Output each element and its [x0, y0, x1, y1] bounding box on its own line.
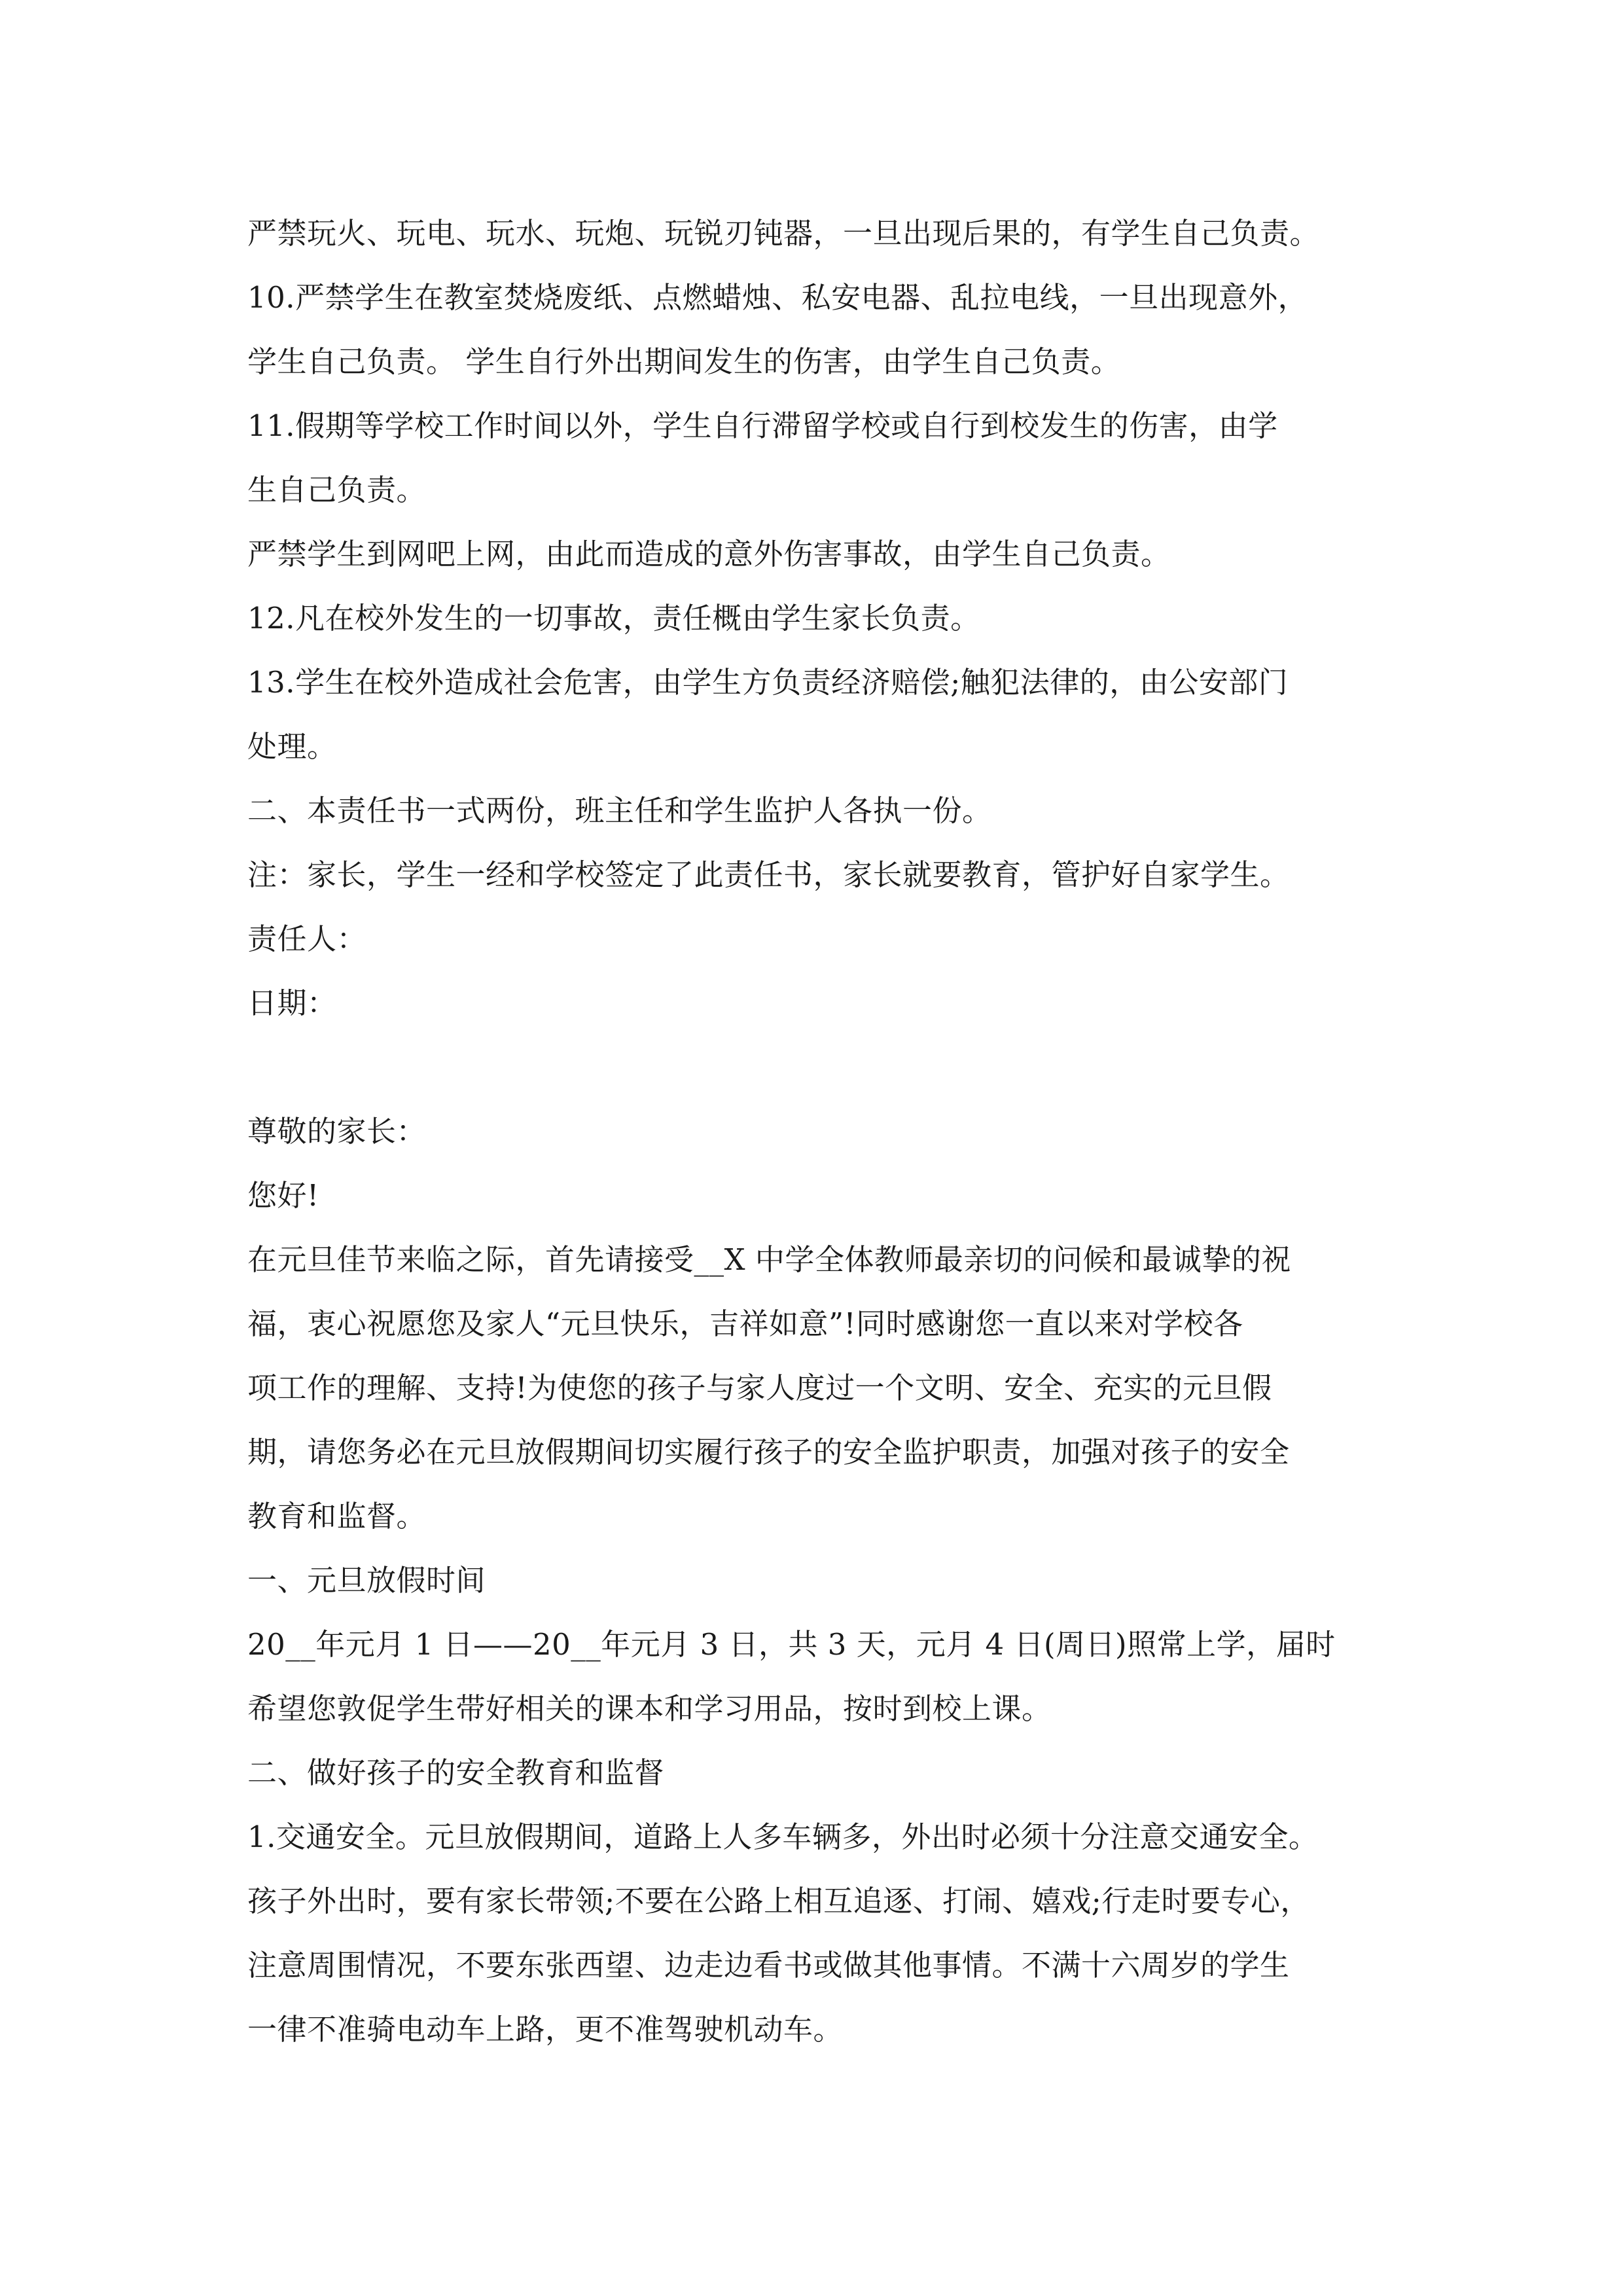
document-body: [247, 202, 1425, 2062]
text-line: 20__年元月 1 日——20__年元月 3 日，共 3 天，元月 4 日(周日)照常上学，届时: [247, 1627, 1336, 1662]
text-line: 希望您敦促学生带好相关的课本和学习用品，按时到校上课。: [247, 1691, 1052, 1726]
text-line: 在元旦佳节来临之际，首先请接受__X 中学全体教师最亲切的问候和最诚挚的祝: [247, 1242, 1291, 1277]
text-line: 严禁玩火、玩电、玩水、玩炮、玩锐刃钝器，一旦出现后果的，有学生自己负责。: [247, 216, 1320, 251]
text-line: 1.交通安全。元旦放假期间，道路上人多车辆多，外出时必须十分注意交通安全。: [247, 1820, 1319, 1854]
text-line: 教育和监督。: [247, 1499, 427, 1534]
greeting: 您好!: [247, 1178, 319, 1213]
section-gap: [247, 1035, 1425, 1100]
text-line: 期，请您务必在元旦放假期间切实履行孩子的安全监护职责，加强对孩子的安全: [247, 1435, 1290, 1469]
signature-label: 责任人：: [247, 922, 367, 956]
text-line: 学生自己负责。 学生自行外出期间发生的伤害，由学生自己负责。: [247, 344, 1121, 379]
text-line: 项工作的理解、支持!为使您的孩子与家人度过一个文明、安全、充实的元旦假: [247, 1371, 1272, 1405]
text-line: 一律不准骑电动车上路，更不准驾驶机动车。: [247, 2012, 844, 2047]
text-line: 生自己负责。: [247, 473, 427, 507]
text-line: 福，衷心祝愿您及家人“元旦快乐，吉祥如意”!同时感谢您一直以来对学校各: [247, 1306, 1243, 1341]
text-line: 13.学生在校外造成社会危害，由学生方负责经济赔偿;触犯法律的，由公安部门: [247, 665, 1289, 700]
text-line: 二、本责任书一式两份，班主任和学生监护人各执一份。: [247, 793, 992, 828]
text-line: 10.严禁学生在教室焚烧废纸、点燃蜡烛、私安电器、乱拉电线，一旦出现意外，: [247, 280, 1308, 315]
text-line: 注：家长，学生一经和学校签定了此责任书，家长就要教育，管护好自家学生。: [247, 857, 1290, 892]
text-line: 处理。: [247, 729, 337, 764]
text-line: 注意周围情况，不要东张西望、边走边看书或做其他事情。不满十六周岁的学生: [247, 1948, 1290, 1982]
text-line: 12.凡在校外发生的一切事故，责任概由学生家长负责。: [247, 601, 980, 636]
salutation: 尊敬的家长：: [247, 1114, 427, 1149]
section-heading: 二、做好孩子的安全教育和监督: [247, 1755, 665, 1790]
text-line: 11.假期等学校工作时间以外，学生自行滞留学校或自行到校发生的伤害，由学: [247, 408, 1278, 443]
date-label: 日期：: [247, 986, 337, 1020]
section-heading: 一、元旦放假时间: [247, 1563, 486, 1598]
text-line: 孩子外出时，要有家长带领;不要在公路上相互追逐、打闹、嬉戏;行走时要专心，: [247, 1884, 1310, 1918]
text-line: 严禁学生到网吧上网，由此而造成的意外伤害事故，由学生自己负责。: [247, 537, 1171, 571]
